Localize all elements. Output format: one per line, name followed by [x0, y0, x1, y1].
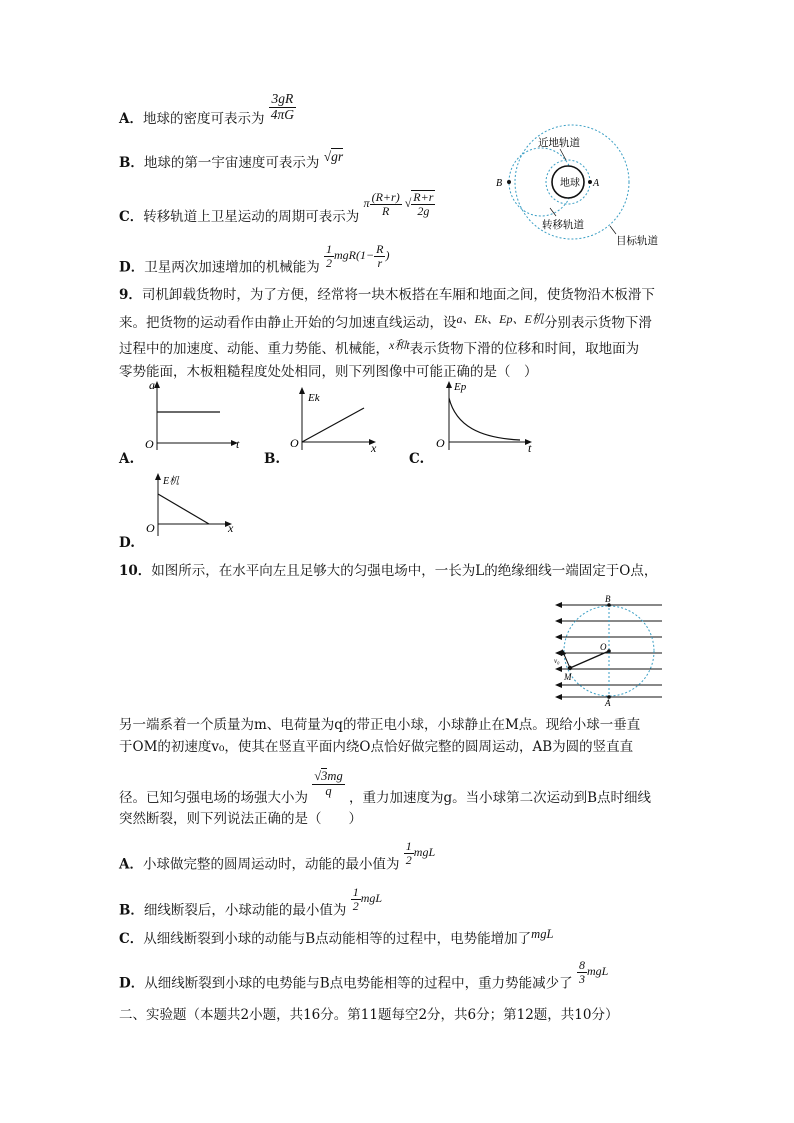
formula-min-ke-after: $\frac{1}{2}$ mgL [352, 885, 383, 914]
q10-text-2: 另一端系着一个质量为m、电荷量为q的带正电小球，小球静止在M点。现给小球一垂直 [119, 717, 641, 733]
field-arrow-6 [555, 682, 562, 688]
graph-b-xlabel: x [371, 441, 377, 455]
q10-line-3 [119, 735, 633, 755]
q8-option-d [119, 242, 390, 282]
option-text: 细线断裂后，小球动能的最小值为 [143, 902, 347, 919]
field-arrow-4 [555, 650, 562, 656]
graph-c-label: C. [409, 451, 425, 467]
option-label: A． [119, 856, 143, 873]
section-2-heading: 二、实验题（本题共2小题，共16分。第11题每空2分，共6分；第12题，共10分） [119, 1007, 619, 1023]
field-arrow-7 [555, 694, 562, 700]
graph-c-origin: O [436, 436, 445, 450]
option-text: 卫星两次加速增加的机械能为 [144, 259, 320, 276]
graph-d-line [158, 494, 209, 524]
label-a: A [605, 698, 611, 706]
near-orbit-pointer [560, 149, 566, 160]
graph-b-line [302, 408, 364, 442]
option-text: 地球的密度可表示为 [142, 110, 265, 127]
label-o: O [600, 642, 607, 652]
point-a-dot [588, 180, 592, 184]
q10-text-3: 于OM的初速度v₀，使其在竖直平面内绕O点恰好做完整的圆周运动，AB为圆的竖直直 [119, 739, 634, 755]
q9-line-2 [119, 311, 652, 331]
q9-line-3 [119, 337, 639, 357]
field-diagram [552, 594, 666, 706]
y-arrow [299, 387, 305, 394]
y-arrow [155, 473, 161, 480]
graph-d-origin: O [146, 521, 155, 535]
orbit-diagram [490, 122, 680, 250]
field-arrow-1 [555, 602, 562, 608]
graph-c-curve [449, 398, 520, 440]
formula-density: $\frac{3gR}{4\pi G}$ [270, 91, 295, 122]
q10-text-4b: ，重力加速度为g。当小球第二次运动到B点时细线 [349, 789, 652, 806]
q9-line-4 [119, 360, 538, 380]
q9-text-3b: 表示货物下滑的位移和时间，取地面为 [409, 341, 640, 357]
graph-b-ylabel: Ek [308, 392, 320, 404]
thread-om [570, 651, 609, 668]
question-number: 9． [119, 287, 142, 303]
y-arrow [446, 381, 452, 388]
label-b: B [605, 594, 611, 604]
graph-a-ylabel: a [149, 378, 155, 392]
formula-period: π $\frac{(R+r)}{R}$ √ $\frac{R+r}{2g}$ [363, 189, 434, 219]
q10-line-2 [119, 713, 640, 733]
q8-option-c [119, 189, 435, 232]
q9-text-1: 司机卸载货物时，为了方便，经常将一块木板搭在车厢和地面之间，使货物沿木板滑下 [141, 287, 655, 303]
option-label: C． [119, 931, 144, 947]
graph-d-label: D. [119, 535, 135, 551]
graph-a [140, 378, 250, 458]
formula-gravity-pe: $\frac{8}{3}$ mgL [578, 958, 609, 987]
q9-text-2a: 来。把货物的运动看作由静止开始的匀加速直线运动，设 [119, 315, 457, 331]
option-label: B． [119, 155, 144, 171]
graph-d [143, 470, 243, 542]
point-b-label: B [496, 178, 503, 189]
option-text: 小球做完整的圆周运动时，动能的最小值为 [142, 856, 400, 873]
earth-label: 地球 [560, 178, 580, 189]
q9-text-3a: 过程中的加速度、动能、重力势能、机械能， [119, 341, 389, 357]
point-b-dot [507, 180, 511, 184]
near-orbit-label: 近地轨道 [538, 138, 580, 149]
q10-line-5 [119, 807, 362, 827]
option-text: 转移轨道上卫星运动的周期可表示为 [143, 208, 360, 225]
graph-a-origin: O [145, 437, 154, 451]
q10-option-b [119, 885, 383, 925]
q10-option-a [119, 839, 436, 879]
graph-a-xlabel: t [236, 437, 240, 451]
option-text: 从细线断裂到小球的动能与B点动能相等的过程中，电势能增加了 [143, 931, 532, 947]
field-arrow-2 [555, 618, 562, 624]
option-text: 从细线断裂到小球的电势能与B点电势能相等的过程中，重力势能减少了 [144, 975, 573, 992]
graph-b-label: B. [264, 451, 281, 467]
label-m: M [564, 672, 572, 682]
q9-symbols: a、Ek、Ep、E机 [456, 312, 544, 326]
ball-m [568, 666, 572, 670]
transfer-orbit-label: 转移轨道 [542, 220, 584, 231]
target-orbit-pointer [610, 226, 616, 234]
field-arrow-5 [555, 666, 562, 672]
q9-text-4: 零势能面，木板粗糙程度处处相同，则下列图像中可能正确的是（ ） [119, 364, 538, 380]
q10-text-4a: 径。已知匀强电场的场强大小为 [119, 789, 308, 806]
formula-mechanical-energy: $\frac{1}{2}$ mgR(1− $\frac{R}{r}$ ) [326, 242, 390, 271]
option-label: C． [119, 208, 144, 225]
option-label: B． [119, 902, 144, 919]
graph-c [432, 378, 542, 456]
q9-text-2b: 分别表示货物下滑 [543, 315, 652, 331]
q9-xt: x和t [389, 338, 410, 352]
option-text: 地球的第一宇宙速度可表示为 [143, 155, 320, 171]
formula-electric-pe: mgL [531, 927, 554, 941]
point-a-label: A [593, 178, 600, 189]
q10-line-1 [119, 559, 657, 579]
q8-option-a [119, 91, 296, 135]
q10-text-1: 如图所示，在水平向左且足够大的匀强电场中，一长为L的绝缘细线一端固定于O点， [151, 563, 658, 579]
q10-text-5: 突然断裂，则下列说法正确的是（ ） [119, 811, 362, 827]
q8-option-b [119, 151, 343, 171]
graph-c-xlabel: t [528, 441, 532, 455]
option-label: A． [119, 110, 143, 127]
formula-min-ke: $\frac{1}{2}$ mgL [405, 839, 436, 868]
target-orbit-label: 目标轨道 [616, 236, 658, 247]
formula-first-cosmic-velocity: √gr [323, 149, 344, 164]
graph-c-ylabel: Ep [454, 381, 467, 393]
formula-field-strength: $\frac{√3mg}{q}$ [314, 769, 343, 798]
option-label: D． [119, 259, 145, 276]
field-arrow-3 [555, 634, 562, 640]
graph-d-ylabel: E机 [163, 476, 180, 487]
graph-d-xlabel: x [228, 521, 234, 535]
q9-line-1 [119, 283, 655, 303]
q10-option-c [119, 927, 553, 947]
graph-b [287, 384, 387, 456]
option-label: D． [119, 975, 145, 992]
question-number: 10． [119, 563, 152, 579]
q10-option-d [119, 958, 609, 998]
graph-a-label: A. [119, 451, 135, 467]
graph-b-origin: O [290, 436, 299, 450]
point-o [607, 649, 611, 653]
label-v0: v₀ [554, 657, 560, 665]
